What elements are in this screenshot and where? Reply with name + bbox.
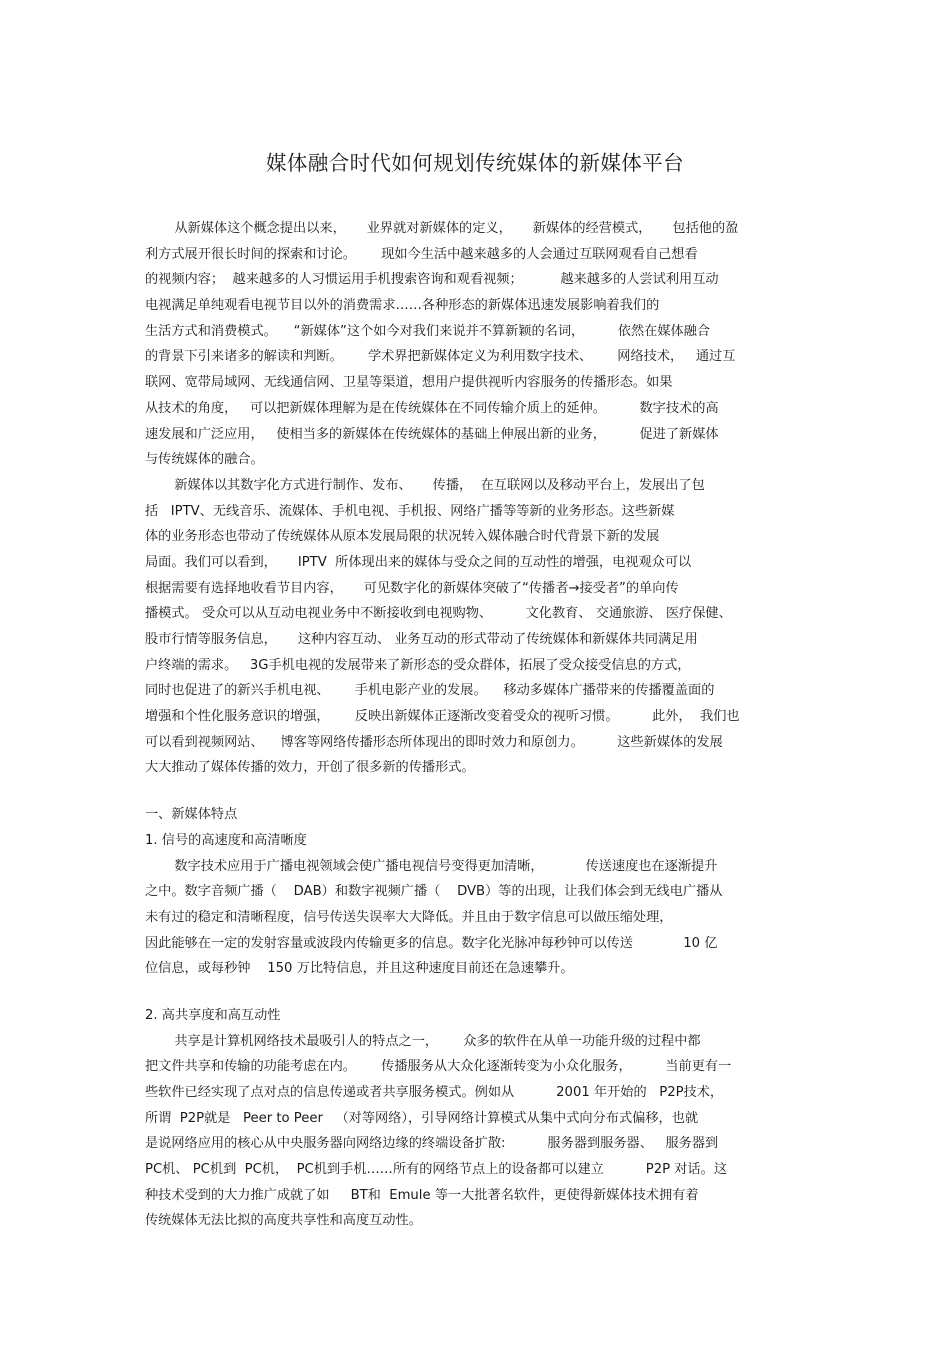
text-line: 把文件共享和传输的功能考虑在内。 传播服务从大众化逐渐转变为小众化服务， 当前更有一 (145, 1059, 732, 1075)
text-line: 因此能够在一定的发射容量或波段内传输更多的信息。数字化光脉冲每秒钟可以传送 10 亿 (145, 935, 718, 951)
text-line: PC机、 PC机到 PC机， PC机到手机……所有的网络节点上的设备都可以建立 P2P 对话。这 (145, 1162, 728, 1178)
text-line: 从技术的角度， 可以把新媒体理解为是在传统媒体在不同传输介质上的延伸。 数字技术的高 (145, 400, 719, 416)
text-line: 同时也促进了的新兴手机电视、 手机电影产业的发展。 移动多媒体广播带来的传播覆盖面的 (145, 683, 715, 699)
text-line: 未有过的稳定和清晰程度，信号传送失误率大大降低。并且由于数字信息可以做压缩处理， (145, 909, 673, 925)
text-line: 大大推动了媒体传播的效力，开创了很多新的传播形式。 (145, 760, 475, 776)
text-line: 的背景下引来诸多的解读和判断。 学术界把新媒体定义为利用数字技术、 网络技术， 通过互 (145, 349, 736, 365)
text-line: 一、新媒体特点 (145, 807, 238, 823)
text-line: 从新媒体这个概念提出以来， 业界就对新媒体的定义， 新媒体的经营模式， 包括他的盈 (145, 221, 739, 236)
text-line: 生活方式和消费模式。 “新媒体”这个如今对我们来说并不算新颖的名词， 依然在媒体融合 (145, 323, 711, 339)
text-line: 体的业务形态也带动了传统媒体从原本发展局限的状况转入媒体融合时代背景下新的发展 (145, 529, 660, 545)
text-line: 些软件已经实现了点对点的信息传递或者共享服务模式。例如从 2001 年开始的 P2P技术， (145, 1085, 724, 1100)
text-line: 共享是计算机网络技术最吸引人的特点之一， 众多的软件在从单一功能升级的过程中都 (145, 1033, 701, 1049)
text-line: 是说网络应用的核心从中央服务器向网络边缘的终端设备扩散: 服务器到服务器、 服务器到 (145, 1136, 719, 1152)
text-line: 可以看到视频网站、 博客等网络传播形态所体现出的即时效力和原创力。 这些新媒体的发展 (145, 734, 723, 750)
text-line: 电视满足单纯观看电视节目以外的消费需求……各种形态的新媒体迅速发展影响着我们的 (145, 298, 660, 314)
text-line: 新媒体以其数字化方式进行制作、发布、 传播， 在互联网以及移动平台上，发展出了包 (145, 477, 705, 493)
text-line: 2. 高共享度和高互动性 (145, 1007, 281, 1023)
document-body (145, 216, 805, 1234)
text-line: 局面。我们可以看到， IPTV 所体现出来的媒体与受众之间的互动性的增强，电视观众可以 (145, 554, 692, 570)
paragraph-gap (145, 982, 805, 1003)
text-line: 所谓 P2P就是 Peer to Peer （对等网络），引导网络计算模式从集中式向分布式偏移，也就 (145, 1110, 699, 1126)
text-line: 根据需要有选择地收看节目内容， 可见数字化的新媒体突破了“传播者→接受者”的单向传 (145, 580, 679, 596)
text-line: 股市行情等服务信息， 这种内容互动、 业务互动的形式带动了传统媒体和新媒体共同满足用 (145, 632, 698, 647)
text-line: 数字技术应用于广播电视领域会使广播电视信号变得更加清晰， 传送速度也在逐渐提升 (145, 858, 718, 874)
text-line: 位信息，或每秒钟 150 万比特信息，并且这种速度目前还在急速攀升。 (145, 961, 574, 977)
text-line: 增强和个性化服务意识的增强， 反映出新媒体正逐渐改变着受众的视听习惯。 此外， 我们也 (145, 709, 740, 725)
text-line: 联网、宽带局域网、无线通信网、卫星等渠道，想用户提供视听内容服务的传播形态。如果 (145, 375, 673, 391)
document-title: 媒体融合时代如何规划传统媒体的新媒体平台 (266, 151, 684, 175)
text-line: 括 IPTV、无线音乐、流媒体、手机电视、手机报、网络广播等等新的业务形态。这些新媒 (145, 503, 675, 519)
text-line: 播模式。 受众可以从互动电视业务中不断接收到电视购物、 文化教育、 交通旅游、 医疗保健、 (145, 606, 732, 622)
text-line: 的视频内容； 越来越多的人习惯运用手机搜索咨询和观看视频； 越来越多的人尝试利用互动 (145, 272, 719, 288)
text-line: 速发展和广泛应用， 使相当多的新媒体在传统媒体的基础上伸展出新的业务， 促进了新媒体 (145, 426, 719, 442)
text-line: 1. 信号的高速度和高清晰度 (145, 832, 307, 848)
text-line: 种技术受到的大力推广成就了如 BT和 Emule 等一大批著名软件，更使得新媒体技术拥有着 (145, 1187, 699, 1203)
text-line: 传统媒体无法比拟的高度共享性和高度互动性。 (145, 1213, 422, 1229)
text-line: 利方式展开很长时间的探索和讨论。 现如今生活中越来越多的人会通过互联网观看自己想看 (145, 246, 698, 262)
paragraph-gap (145, 781, 805, 802)
text-line: 户终端的需求。 3G手机电视的发展带来了新形态的受众群体，拓展了受众接受信息的方式， (145, 657, 691, 673)
text-line: 与传统媒体的融合。 (145, 452, 264, 468)
text-line: 之中。数字音频广播（ DAB）和数字视频广播（ DVB）等的出现，让我们体会到无线电广播从 (145, 884, 723, 900)
